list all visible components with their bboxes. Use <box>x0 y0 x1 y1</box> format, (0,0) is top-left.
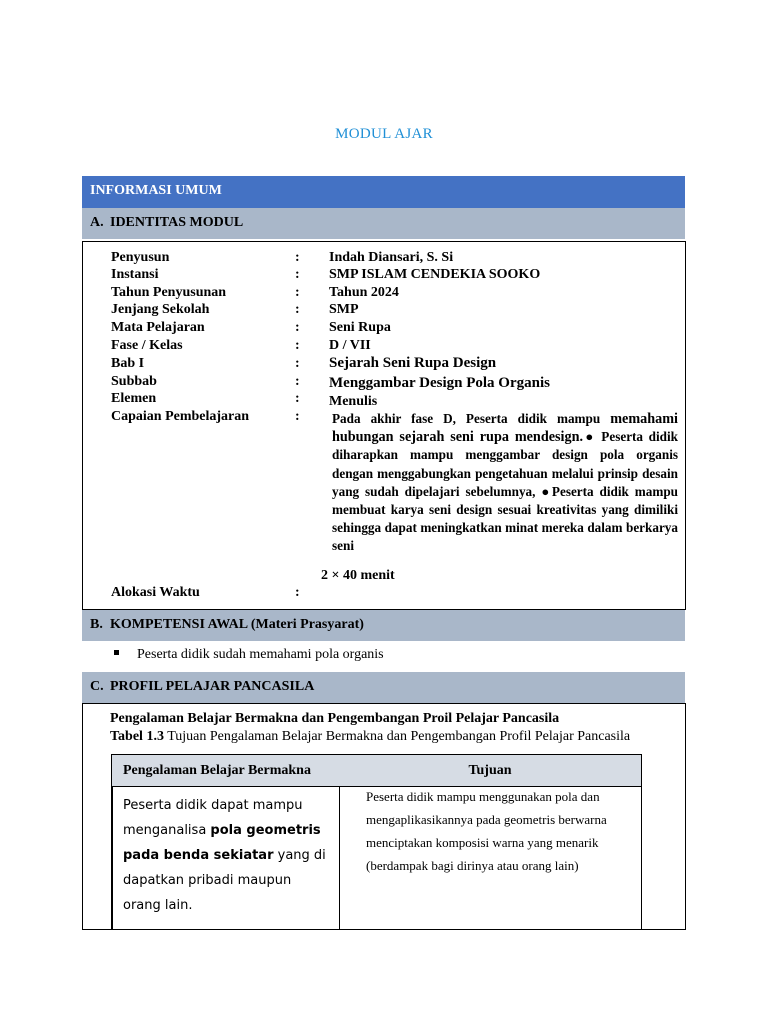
row-value: Menulis <box>329 394 378 409</box>
section-b-header <box>82 610 685 641</box>
pengalaman-text-bold: pola geometris pada benda sekiatar <box>123 823 321 863</box>
row-label: Jenjang Sekolah <box>111 302 210 317</box>
row-colon: : <box>295 391 300 406</box>
identitas-modul-box <box>82 241 686 610</box>
capaian-part1-large: memahami hubungan sejarah seni rupa mendesign. <box>332 411 678 446</box>
section-a-header <box>82 208 685 239</box>
page-title: MODUL AJAR <box>335 126 433 142</box>
section-a-title: IDENTITAS MODUL <box>110 215 244 230</box>
row-value: SMP ISLAM CENDEKIA SOOKO <box>329 267 541 282</box>
row-colon: : <box>295 585 300 600</box>
table-caption-number: Tabel 1.3 <box>110 729 164 744</box>
table-cell-pengalaman <box>111 787 340 930</box>
row-value: Indah Diansari, S. Si <box>329 250 454 265</box>
profil-pelajar-box <box>82 703 686 930</box>
table-header-pengalaman: Pengalaman Belajar Bermakna <box>111 754 340 787</box>
row-label: Subbab <box>111 374 157 389</box>
section-informasi-umum: INFORMASI UMUM <box>82 176 685 208</box>
row-label: Bab I <box>111 356 145 371</box>
row-value: Sejarah Seni Rupa Design <box>329 355 497 371</box>
row-colon: : <box>295 302 300 317</box>
row-label: Capaian Pembelajaran <box>111 409 250 424</box>
pengalaman-text <box>123 793 333 918</box>
row-colon: : <box>295 356 300 371</box>
capaian-pembelajaran-text <box>332 410 678 556</box>
row-label: Mata Pelajaran <box>111 320 205 335</box>
row-value: Tahun 2024 <box>329 285 399 300</box>
row-label: Instansi <box>111 267 159 282</box>
kompetensi-awal-item: Peserta didik sudah memahami pola organis <box>137 647 384 662</box>
table-caption-text: Tujuan Pengalaman Belajar Bermakna dan Pengembangan Profil Pelajar Pancasila <box>163 729 631 744</box>
pengalaman-text-3: yang di dapatkan pribadi maupun orang lain. <box>123 848 326 913</box>
profil-table <box>111 754 642 930</box>
row-colon: : <box>295 374 300 389</box>
row-colon: : <box>295 338 300 353</box>
row-colon: : <box>295 250 300 265</box>
section-c-header <box>82 672 685 703</box>
section-c-title: PROFIL PELAJAR PANCASILA <box>110 679 315 694</box>
row-label: Alokasi Waktu <box>111 585 200 600</box>
section-a-number: A. <box>90 215 104 230</box>
row-colon: : <box>295 267 300 282</box>
section-b-title: KOMPETENSI AWAL (Materi Prasyarat) <box>110 617 364 632</box>
row-label: Penyusun <box>111 250 170 265</box>
pengalaman-text-1: Peserta didik dapat mampu menganalisa <box>123 798 303 838</box>
row-colon: : <box>295 409 300 424</box>
table-header-tujuan: Tujuan <box>339 754 642 787</box>
list-item <box>114 647 384 663</box>
alokasi-waktu-value: 2 × 40 menit <box>321 568 395 583</box>
row-colon: : <box>295 285 300 300</box>
row-label: Fase / Kelas <box>111 338 183 353</box>
row-value: D / VII <box>329 338 371 353</box>
row-value: Menggambar Design Pola Organis <box>329 375 550 391</box>
capaian-part1: Pada akhir fase D, Peserta didik mampu <box>332 411 611 426</box>
tujuan-text: Peserta didik mampu menggunakan pola dan mengaplikasikannya pada geometris berwarna menciptakan komposisi warna yang menarik (berdampak bagi dirinya atau orang lain) <box>366 789 607 873</box>
row-label: Elemen <box>111 391 157 406</box>
row-value: Seni Rupa <box>329 320 391 335</box>
capaian-part2: ● Peserta didik diharapkan mampu menggambar design pola organis dengan menggabungkan pengetahuan melalui prinsip desain yang sudah dipelajari sebelumnya, ●Peserta didik mampu membuat karya seni design sesuai kreativitas yang dimiliki sehingga dapat meningkatkan minat mereka dalam berkarya seni <box>332 429 678 554</box>
section-c-number: C. <box>90 679 104 694</box>
row-colon: : <box>295 320 300 335</box>
table-caption <box>110 729 630 745</box>
profil-heading: Pengalaman Belajar Bermakna dan Pengembangan Proil Pelajar Pancasila <box>110 711 560 726</box>
section-b-number: B. <box>90 617 103 632</box>
bullet-square-icon <box>114 650 119 655</box>
table-cell-tujuan <box>339 787 642 930</box>
row-value: SMP <box>329 302 359 317</box>
row-label: Tahun Penyusunan <box>111 285 227 300</box>
